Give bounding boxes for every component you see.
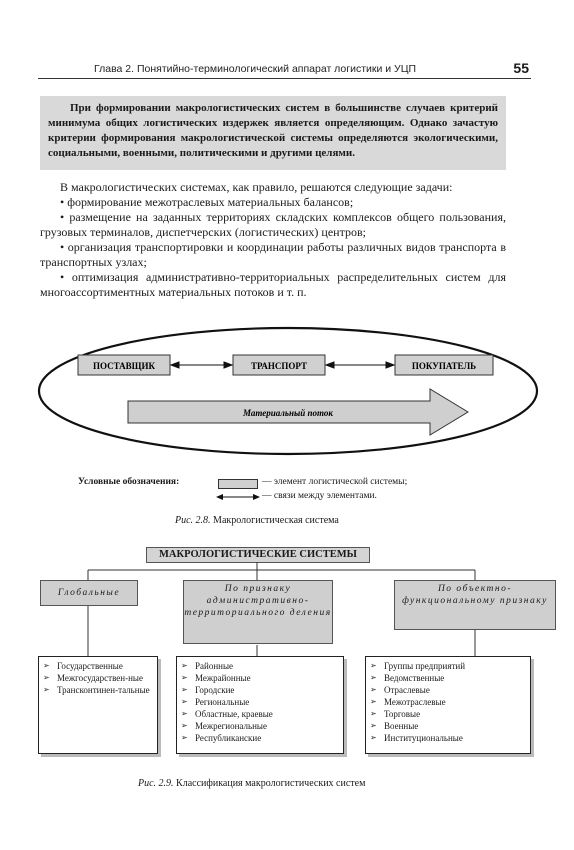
caption-prefix: Рис. 2.9. <box>138 778 174 789</box>
column-head-functional: По объектно-функциональному признаку <box>394 580 556 630</box>
body-item: • оптимизация административно-территориальных распределительных систем для многоассортиментных материальных потоков и т. п. <box>40 270 506 299</box>
list-item: ➢ Группы предприятий <box>370 660 526 672</box>
body-item: • размещение на заданных территориях складских комплексов общего пользования, грузовых терминалов, диспетчерских (логистических) центров; <box>40 210 506 239</box>
list-item: ➢ Республиканские <box>181 732 339 744</box>
list-item: ➢ Межрегиональные <box>181 720 339 732</box>
list-item: ➢ Межотраслевые <box>370 696 526 708</box>
body-item: • организация транспортировки и координации работы различных видов транспорта в транспортных узлах; <box>40 240 506 269</box>
caption-text: Макрологистическая система <box>213 515 339 526</box>
list-item: ➢ Межрайонные <box>181 672 339 684</box>
list-item: ➢ Отраслевые <box>370 684 526 696</box>
list-item: ➢ Торговые <box>370 708 526 720</box>
legend-element-text: — элемент логистической системы; <box>262 477 408 487</box>
page-number: 55 <box>513 60 529 76</box>
buyer-label: ПОКУПАТЕЛЬ <box>411 361 477 371</box>
chapter-title: Глава 2. Понятийно-терминологический аппарат логистики и УЦП <box>94 63 417 75</box>
caption-prefix: Рис. 2.8. <box>175 515 211 526</box>
list-item: ➢ Межгосударствен-ные <box>43 672 153 684</box>
figure-caption-2-9 <box>138 778 365 789</box>
body-intro: В макрологистических системах, как правило, решаются следующие задачи: <box>60 180 453 194</box>
list-administrative <box>176 656 344 754</box>
list-global <box>38 656 158 754</box>
transport-label: ТРАНСПОРТ <box>251 361 307 371</box>
list-item: ➢ Областные, краевые <box>181 708 339 720</box>
legend-title: Условные обозначения: <box>78 477 180 487</box>
list-item: ➢ Ведомственные <box>370 672 526 684</box>
list-item: ➢ Военные <box>370 720 526 732</box>
list-item: ➢ Районные <box>181 660 339 672</box>
list-item: ➢ Городские <box>181 684 339 696</box>
caption-text: Классификация макрологистических систем <box>176 778 366 789</box>
material-flow-label: Материальный поток <box>243 408 333 418</box>
classification-title: МАКРОЛОГИСТИЧЕСКИЕ СИСТЕМЫ <box>146 547 370 563</box>
list-item: ➢ Трансконтинен-тальные <box>43 684 153 696</box>
supplier-label: ПОСТАВЩИК <box>92 361 156 371</box>
legend-link-text: — связи между элементами. <box>262 491 377 501</box>
column-head-global: Глобальные <box>40 580 138 606</box>
column-head-administrative: По признаку административно-территориального деления <box>183 580 333 644</box>
list-item: ➢ Региональные <box>181 696 339 708</box>
body-item: • формирование межотраслевых материальных балансов; <box>60 195 354 209</box>
list-item: ➢ Государственные <box>43 660 153 672</box>
list-functional <box>365 656 531 754</box>
callout-text: При формировании макрологистических систем в большинстве случаев критерий минимума общих логистических издержек является определяющим. Однако зачастую критерии формирования макрологистической системы определяются экологическими, социальными, военными, политическими и другими целями. <box>48 102 498 159</box>
list-item: ➢ Институциональные <box>370 732 526 744</box>
